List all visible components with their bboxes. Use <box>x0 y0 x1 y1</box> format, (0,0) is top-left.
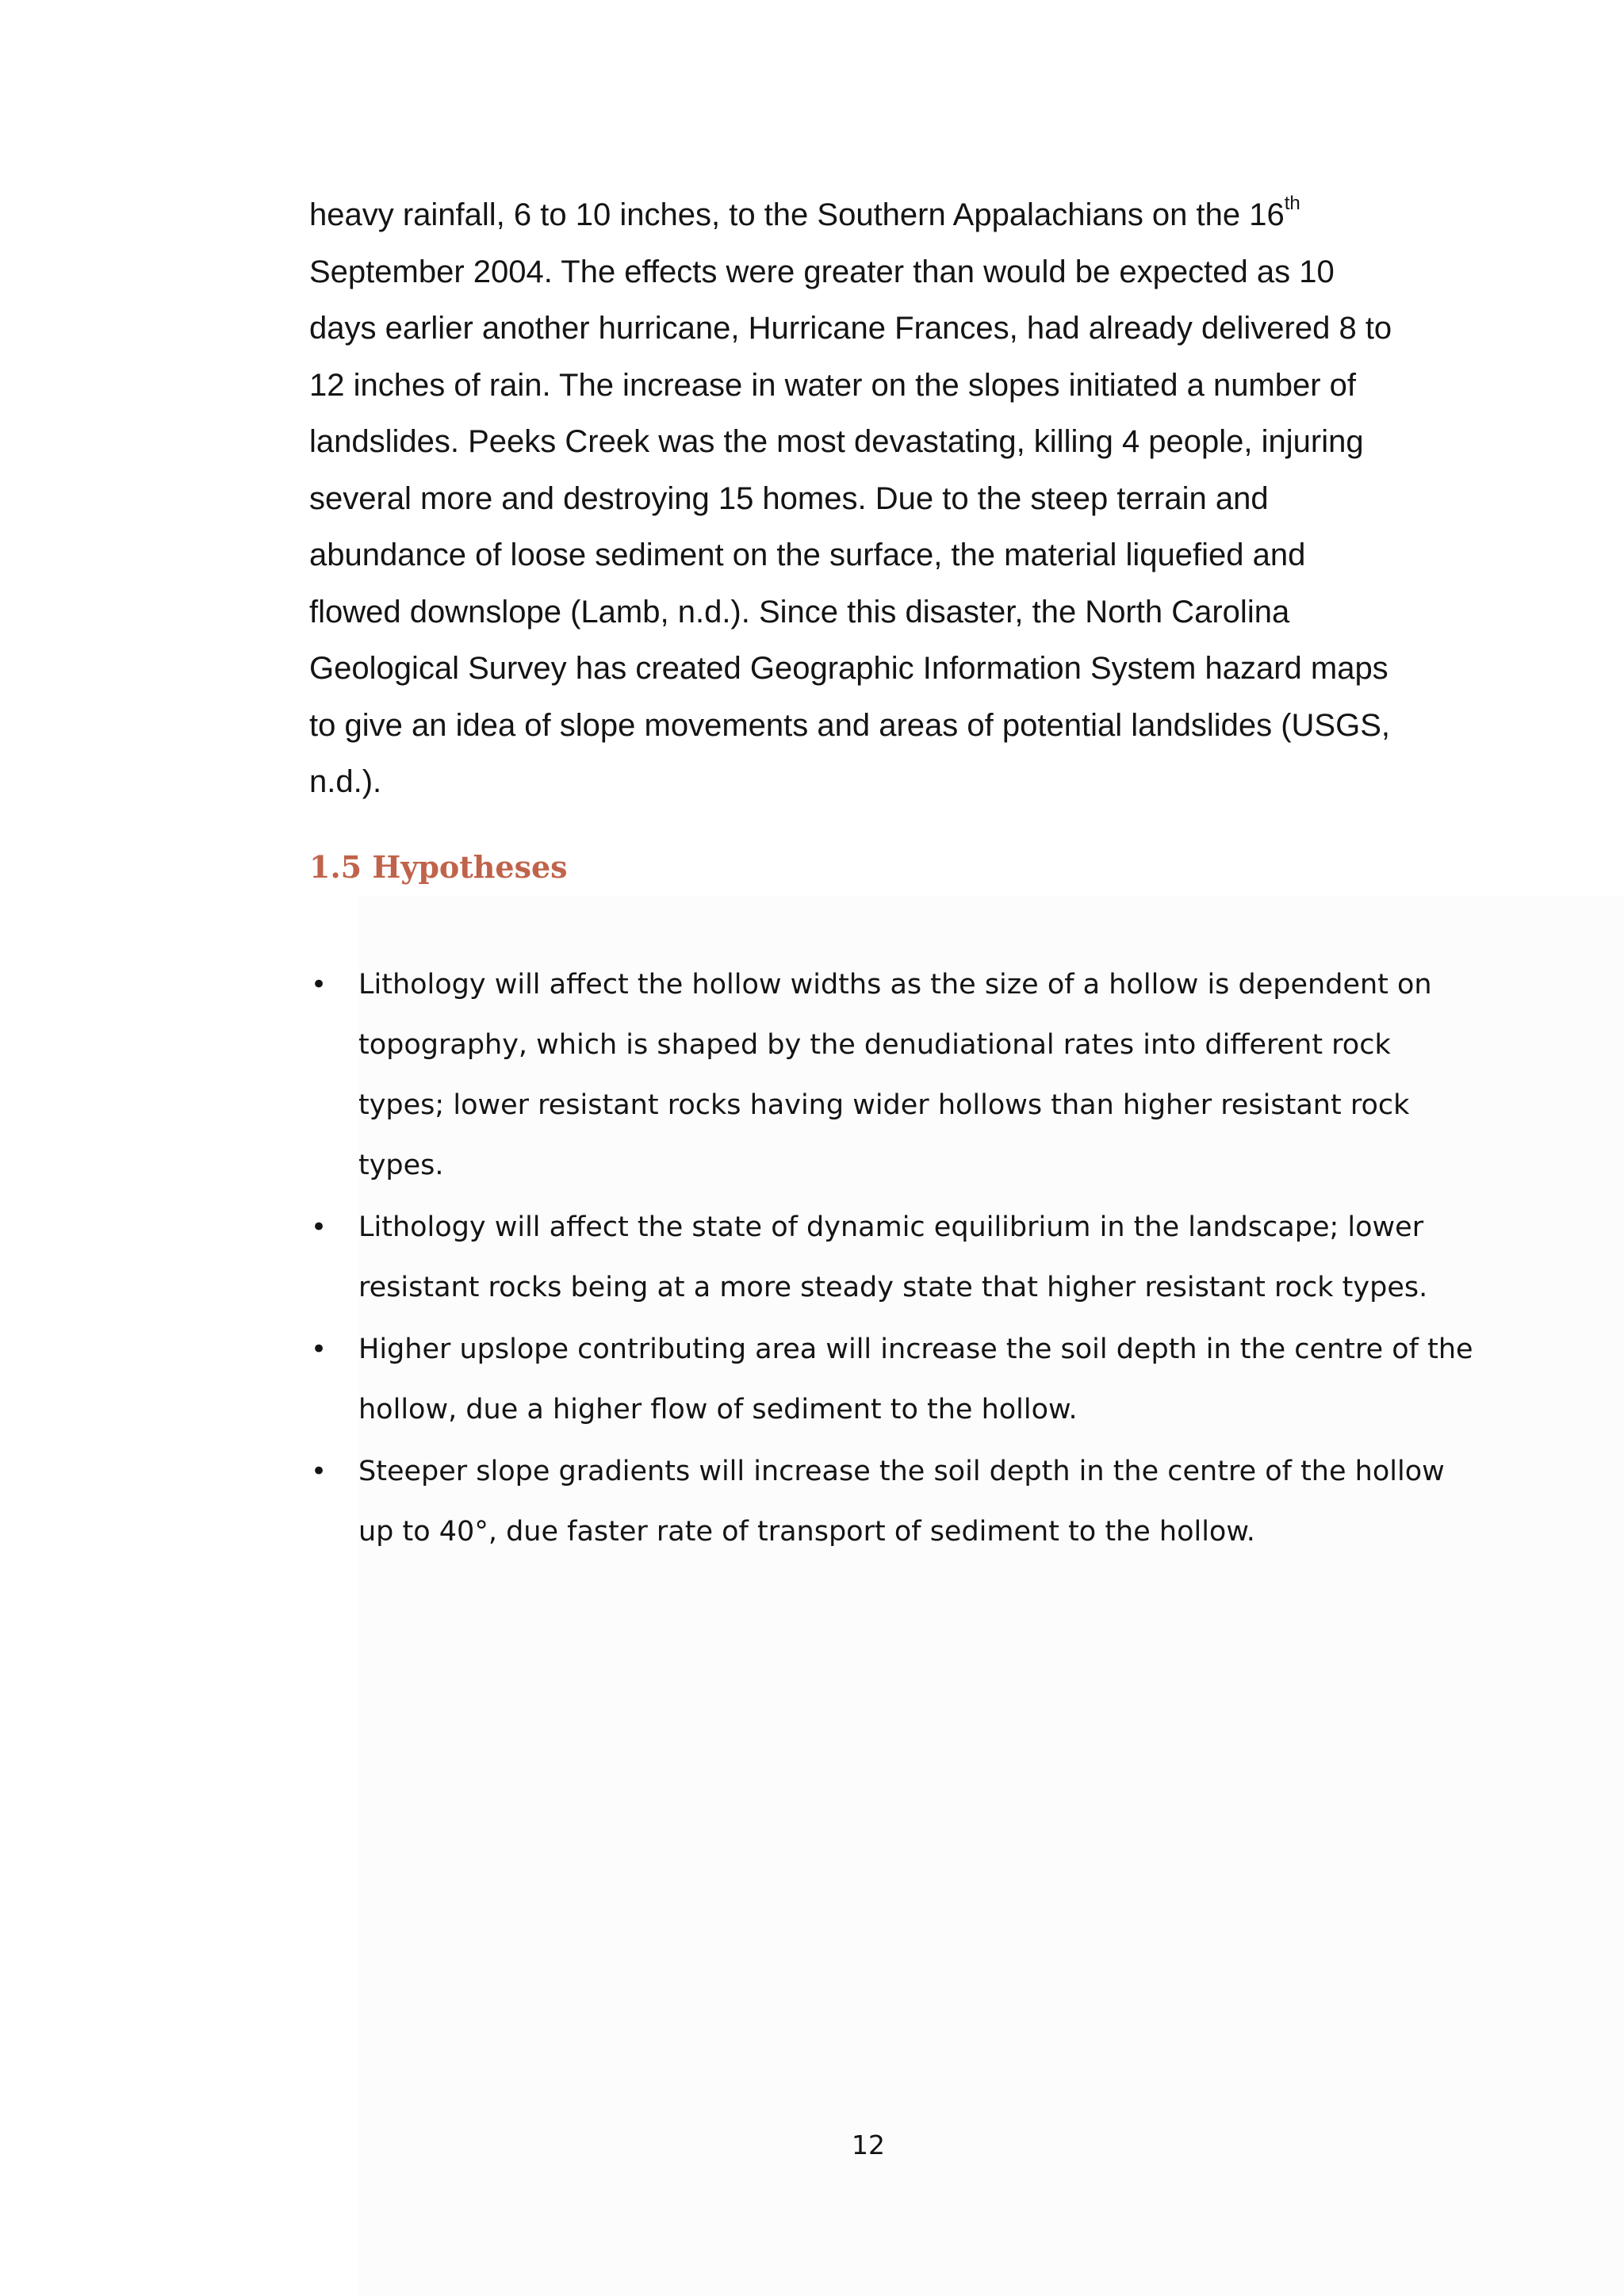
hypothesis-line: Lithology will affect the hollow widths as the size of a hollow is dependent on <box>358 969 1432 1001</box>
hypothesis-line: hollow, due a higher flow of sediment to the hollow. <box>358 1394 1078 1425</box>
paragraph-line <box>309 187 1435 244</box>
paragraph-line: landslides. Peeks Creek was the most devastating, killing 4 people, injuring <box>309 424 1364 459</box>
hypothesis-item <box>309 955 1467 1196</box>
ordinal-superscript: th <box>1284 192 1300 214</box>
hypothesis-line: resistant rocks being at a more steady state that higher resistant rock types. <box>358 1272 1428 1303</box>
paragraph-line: several more and destroying 15 homes. Due to the steep terrain and <box>309 480 1269 516</box>
paragraph-line: abundance of loose sediment on the surface, the material liquefied and <box>309 538 1306 572</box>
paragraph-line: 12 inches of rain. The increase in water on the slopes initiated a number of <box>309 367 1357 403</box>
paragraph-line-text: heavy rainfall, 6 to 10 inches, to the Southern Appalachians on the 16 <box>309 197 1285 232</box>
hypothesis-item <box>309 1197 1467 1318</box>
bullet-icon: • <box>311 969 327 1001</box>
paragraph-line: Geological Survey has created Geographic Information System hazard maps <box>309 651 1388 686</box>
hypothesis-line: Higher upslope contributing area will increase the soil depth in the centre of the <box>358 1334 1473 1365</box>
hypothesis-line: Steeper slope gradients will increase the soil depth in the centre of the hollow <box>358 1456 1445 1487</box>
hypothesis-line: up to 40°, due faster rate of transport of sediment to the hollow. <box>358 1516 1255 1548</box>
page-number: 12 <box>852 2130 885 2160</box>
hypothesis-line: types. <box>358 1150 444 1181</box>
paragraph-line: n.d.). <box>309 764 382 799</box>
bullet-icon: • <box>311 1211 327 1243</box>
paragraph-line: September 2004. The effects were greater than would be expected as 10 <box>309 254 1335 289</box>
bullet-icon: • <box>311 1334 327 1365</box>
hypothesis-item <box>309 1441 1467 1562</box>
bullet-icon: • <box>311 1456 327 1487</box>
hypothesis-line: Lithology will affect the state of dynamic equilibrium in the landscape; lower <box>358 1211 1424 1243</box>
section-heading: 1.5 Hypotheses <box>309 849 568 885</box>
paragraph-line: to give an idea of slope movements and areas of potential landslides (USGS, <box>309 707 1391 743</box>
paragraph-line: flowed downslope (Lamb, n.d.). Since this disaster, the North Carolina <box>309 594 1290 629</box>
paragraph-line: days earlier another hurricane, Hurricane Frances, had already delivered 8 to <box>309 311 1392 346</box>
hypothesis-item <box>309 1319 1473 1440</box>
hypothesis-line: topography, which is shaped by the denudiational rates into different rock <box>358 1029 1391 1061</box>
hypothesis-line: types; lower resistant rocks having wider hollows than higher resistant rock <box>358 1089 1410 1121</box>
hypotheses-list <box>309 955 1473 1563</box>
body-paragraph <box>309 187 1435 811</box>
